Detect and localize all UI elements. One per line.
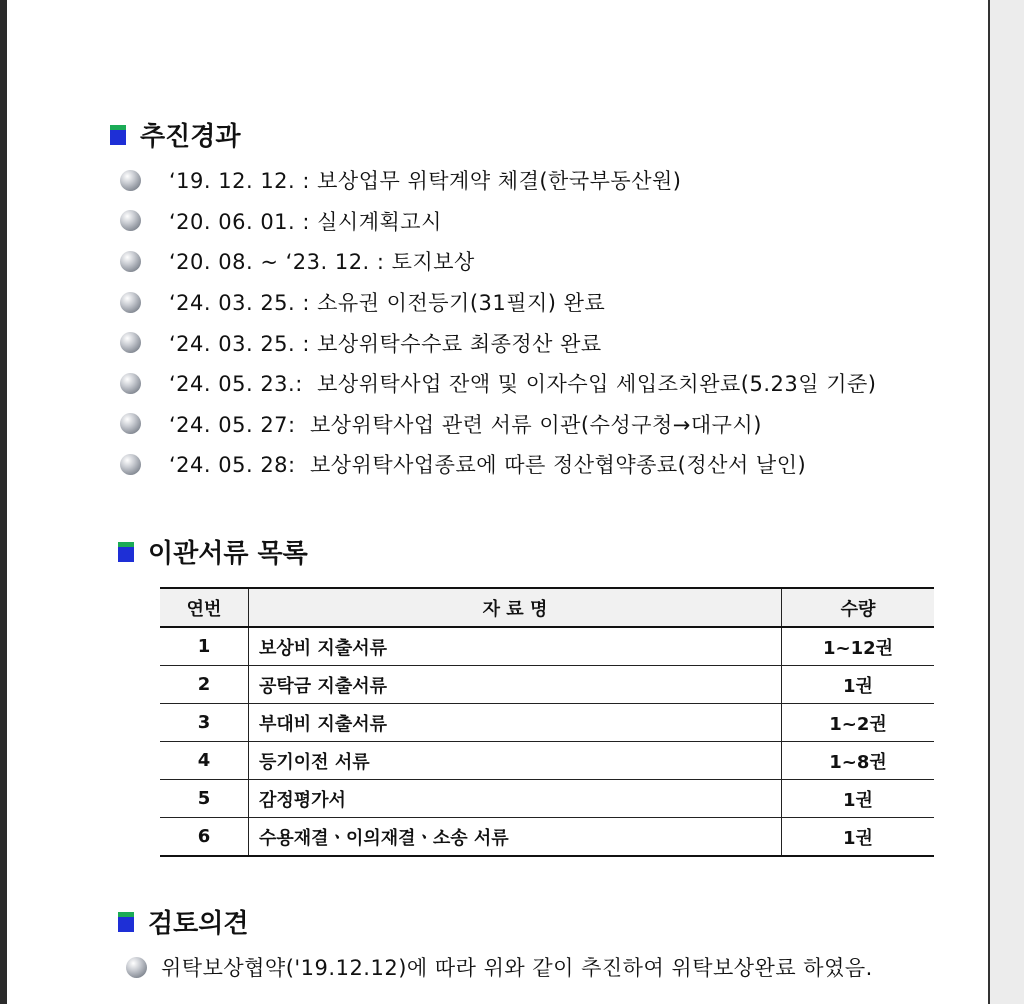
cell-no: 4: [160, 742, 249, 780]
square-bullet-icon: [110, 125, 126, 145]
section-header-progress: [110, 116, 240, 153]
cell-name: 등기이전 서류: [249, 742, 782, 780]
bullet-ball-icon: [126, 957, 147, 978]
list-item: ‘24. 03. 25. : 보상위탁수수료 최종정산 완료: [120, 322, 876, 363]
section-title: 검토의견: [148, 909, 249, 939]
table-row: [160, 780, 934, 818]
table-row: [160, 818, 934, 857]
section-title: 이관서류 목록: [148, 539, 308, 569]
list-item: ‘24. 05. 27: 보상위탁사업 관련 서류 이관(수성구청→대구시): [120, 404, 876, 445]
progress-list: [120, 160, 876, 485]
cell-name: 감정평가서: [249, 780, 782, 818]
page-right-margin: [988, 0, 1024, 1004]
bullet-ball-icon: [120, 413, 141, 434]
column-header: 수량: [782, 588, 935, 627]
transfer-documents-table: [160, 587, 934, 857]
cell-name: 공탁금 지출서류: [249, 666, 782, 704]
cell-qty: 1~12권: [782, 627, 935, 666]
table-header-row: [160, 588, 934, 627]
cell-no: 6: [160, 818, 249, 857]
section-header-transfer: [118, 533, 308, 570]
bullet-ball-icon: [120, 170, 141, 191]
cell-name: 보상비 지출서류: [249, 627, 782, 666]
section-header-review: [118, 903, 248, 940]
list-item: ‘20. 06. 01. : 실시계획고시: [120, 201, 876, 242]
square-bullet-icon: [118, 912, 134, 932]
bullet-ball-icon: [120, 454, 141, 475]
cell-no: 5: [160, 780, 249, 818]
cell-no: 1: [160, 627, 249, 666]
cell-no: 2: [160, 666, 249, 704]
column-header: 연번: [160, 588, 249, 627]
bullet-ball-icon: [120, 210, 141, 231]
list-item: ‘24. 03. 25. : 소유권 이전등기(31필지) 완료: [120, 282, 876, 323]
bullet-ball-icon: [120, 332, 141, 353]
cell-no: 3: [160, 704, 249, 742]
review-text: 위탁보상협약('19.12.12)에 따라 위와 같이 추진하여 위탁보상완료 하였음.: [161, 956, 873, 980]
list-item: ‘24. 05. 28: 보상위탁사업종료에 따른 정산협약종료(정산서 날인): [120, 444, 876, 485]
cell-name: 수용재결ㆍ이의재결ㆍ소송 서류: [249, 818, 782, 857]
list-item: ‘19. 12. 12. : 보상업무 위탁계약 체결(한국부동산원): [120, 160, 876, 201]
page-left-border: [0, 0, 7, 1004]
bullet-ball-icon: [120, 373, 141, 394]
cell-qty: 1~2권: [782, 704, 935, 742]
list-item: ‘20. 08. ~ ‘23. 12. : 토지보상: [120, 241, 876, 282]
table-row: [160, 627, 934, 666]
cell-qty: 1권: [782, 818, 935, 857]
cell-name: 부대비 지출서류: [249, 704, 782, 742]
cell-qty: 1권: [782, 780, 935, 818]
table-row: [160, 666, 934, 704]
table-row: [160, 742, 934, 780]
bullet-ball-icon: [120, 251, 141, 272]
section-title: 추진경과: [140, 122, 241, 152]
review-item: [126, 952, 873, 982]
column-header: 자 료 명: [249, 588, 782, 627]
table-row: [160, 704, 934, 742]
bullet-ball-icon: [120, 292, 141, 313]
square-bullet-icon: [118, 542, 134, 562]
cell-qty: 1권: [782, 666, 935, 704]
list-item: ‘24. 05. 23.: 보상위탁사업 잔액 및 이자수입 세입조치완료(5.23일 기준): [120, 363, 876, 404]
cell-qty: 1~8권: [782, 742, 935, 780]
